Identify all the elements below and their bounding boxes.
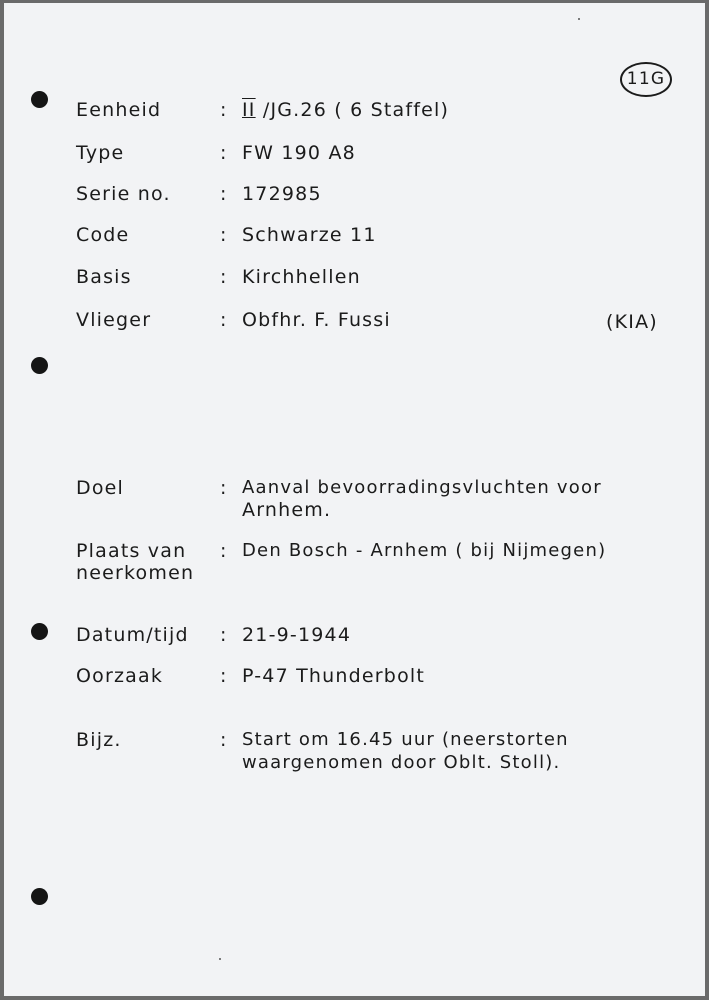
file-number-badge: 11G — [620, 62, 672, 97]
serie-colon: : — [220, 183, 228, 205]
punch-hole-bottom — [31, 888, 48, 905]
paper-speck — [578, 18, 580, 20]
doel-colon: : — [220, 477, 228, 499]
eenheid-value-roman: II — [242, 99, 256, 121]
datum-value: 21-9-1944 — [242, 624, 352, 646]
code-value: Schwarze 11 — [242, 224, 377, 246]
basis-value: Kirchhellen — [242, 266, 361, 288]
doel-value-line2: Arnhem. — [242, 499, 332, 521]
oorzaak-value: P-47 Thunderbolt — [242, 665, 426, 687]
datum-label: Datum/tijd — [76, 624, 189, 646]
plaats-label-line1: Plaats van — [76, 540, 187, 562]
doel-value-line1: Aanval bevoorradingsvluchten voor — [242, 477, 602, 498]
vlieger-value: Obfhr. F. Fussi — [242, 309, 391, 331]
punch-hole-top — [31, 91, 48, 108]
vlieger-status: (KIA) — [606, 311, 658, 333]
plaats-label-line2: neerkomen — [76, 562, 195, 584]
oorzaak-colon: : — [220, 665, 228, 687]
punch-hole-upper-middle — [31, 357, 48, 374]
code-colon: : — [220, 224, 228, 246]
type-label: Type — [76, 142, 125, 164]
document-page — [4, 3, 705, 996]
paper-speck — [219, 958, 221, 960]
eenheid-value-rest: /JG.26 ( 6 Staffel) — [262, 99, 450, 121]
bijz-colon: : — [220, 729, 228, 751]
doel-label: Doel — [76, 477, 125, 499]
datum-colon: : — [220, 624, 228, 646]
punch-hole-lower-middle — [31, 623, 48, 640]
basis-label: Basis — [76, 266, 132, 288]
serie-value: 172985 — [242, 183, 322, 205]
bijz-label: Bijz. — [76, 729, 122, 751]
code-label: Code — [76, 224, 130, 246]
oorzaak-label: Oorzaak — [76, 665, 164, 687]
serie-label: Serie no. — [76, 183, 171, 205]
vlieger-colon: : — [220, 309, 228, 331]
plaats-value: Den Bosch - Arnhem ( bij Nijmegen) — [242, 540, 607, 561]
type-colon: : — [220, 142, 228, 164]
bijz-value-line1: Start om 16.45 uur (neerstorten — [242, 729, 569, 750]
eenheid-colon: : — [220, 99, 228, 121]
bijz-value-line2: waargenomen door Oblt. Stoll). — [242, 752, 561, 773]
plaats-colon: : — [220, 540, 228, 562]
basis-colon: : — [220, 266, 228, 288]
eenheid-value — [242, 99, 449, 121]
eenheid-label: Eenheid — [76, 99, 162, 121]
type-value: FW 190 A8 — [242, 142, 356, 164]
vlieger-label: Vlieger — [76, 309, 152, 331]
